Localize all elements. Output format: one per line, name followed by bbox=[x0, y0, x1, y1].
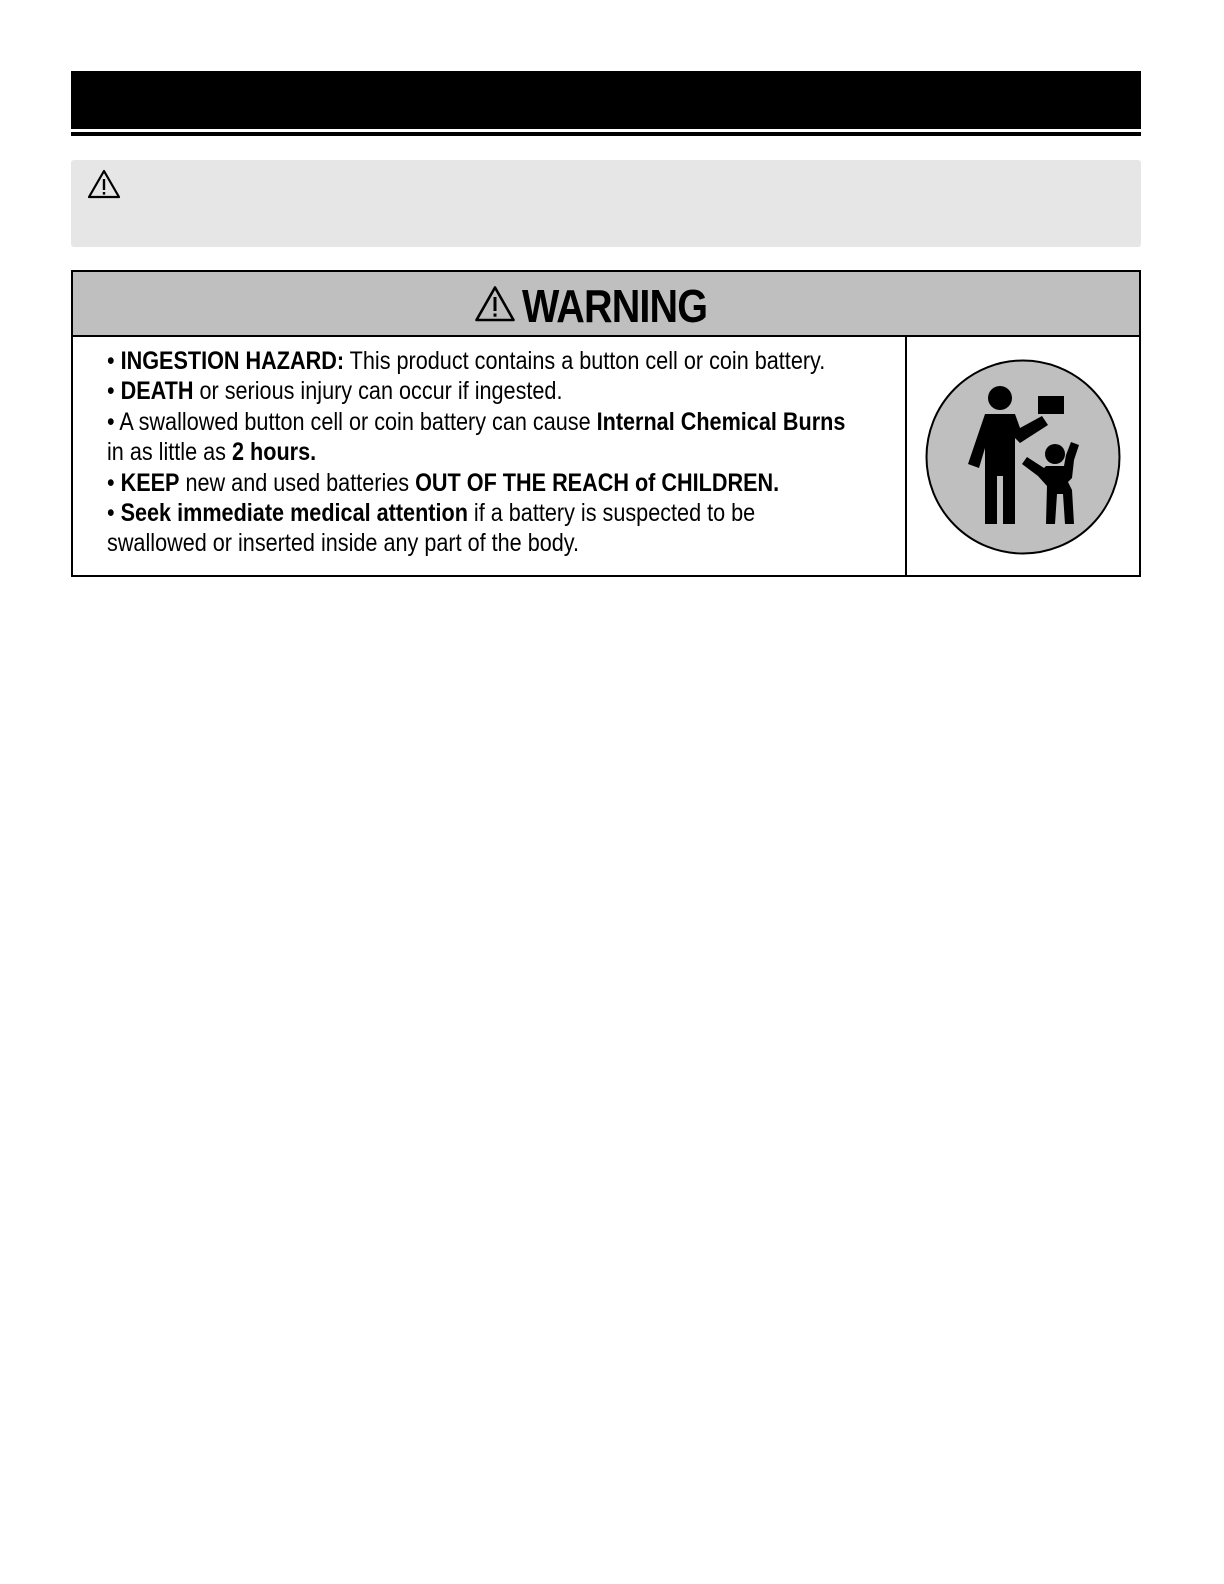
warning-triangle-icon bbox=[474, 285, 516, 323]
death-text: or serious injury can occur if ingested. bbox=[193, 377, 563, 406]
ingestion-hazard-text: This product contains a button cell or coin battery. bbox=[344, 347, 826, 375]
warning-text bbox=[107, 346, 886, 559]
warning-bullet-medical-continued bbox=[107, 528, 886, 558]
warning-header bbox=[73, 272, 1139, 337]
bullet-mark: • bbox=[107, 499, 121, 528]
medical-text-continued: swallowed or inserted inside any part of the body. bbox=[107, 529, 580, 558]
warning-bullet-burns bbox=[107, 407, 886, 437]
warning-bullet-ingestion bbox=[107, 346, 886, 376]
death-label: DEATH bbox=[120, 377, 194, 406]
seek-medical-attention-label: Seek immediate medical attention bbox=[120, 499, 468, 528]
out-of-reach-label: OUT OF THE REACH of CHILDREN. bbox=[415, 468, 780, 497]
bullet-mark: • bbox=[107, 468, 121, 497]
bullet-mark: • bbox=[107, 347, 121, 375]
warning-bullet-death bbox=[107, 376, 886, 406]
warning-box bbox=[71, 270, 1141, 577]
burns-text-continued: in as little as bbox=[107, 438, 233, 467]
keep-away-from-children-icon bbox=[924, 358, 1122, 556]
warning-bullet-burns-continued bbox=[107, 437, 886, 467]
section-header-bar bbox=[71, 71, 1141, 129]
warning-bullet-keep bbox=[107, 468, 886, 498]
keep-label: KEEP bbox=[120, 468, 180, 497]
warning-triangle-icon bbox=[87, 169, 121, 200]
pictogram-cell bbox=[907, 337, 1139, 575]
warning-body bbox=[73, 337, 907, 575]
notice-box bbox=[71, 160, 1141, 247]
keep-text: new and used batteries bbox=[179, 468, 416, 497]
bullet-mark: • bbox=[107, 377, 121, 406]
two-hours-label: 2 hours. bbox=[232, 438, 317, 467]
internal-chemical-burns-label: Internal Chemical Burns bbox=[596, 407, 846, 436]
warning-bullet-medical bbox=[107, 498, 886, 528]
burns-text: • A swallowed button cell or coin battery can cause bbox=[107, 407, 597, 436]
ingestion-hazard-label: INGESTION HAZARD: bbox=[120, 347, 345, 375]
medical-text: if a battery is suspected to be bbox=[467, 499, 756, 528]
section-header-rule bbox=[71, 132, 1141, 136]
warning-title: WARNING bbox=[522, 279, 708, 332]
